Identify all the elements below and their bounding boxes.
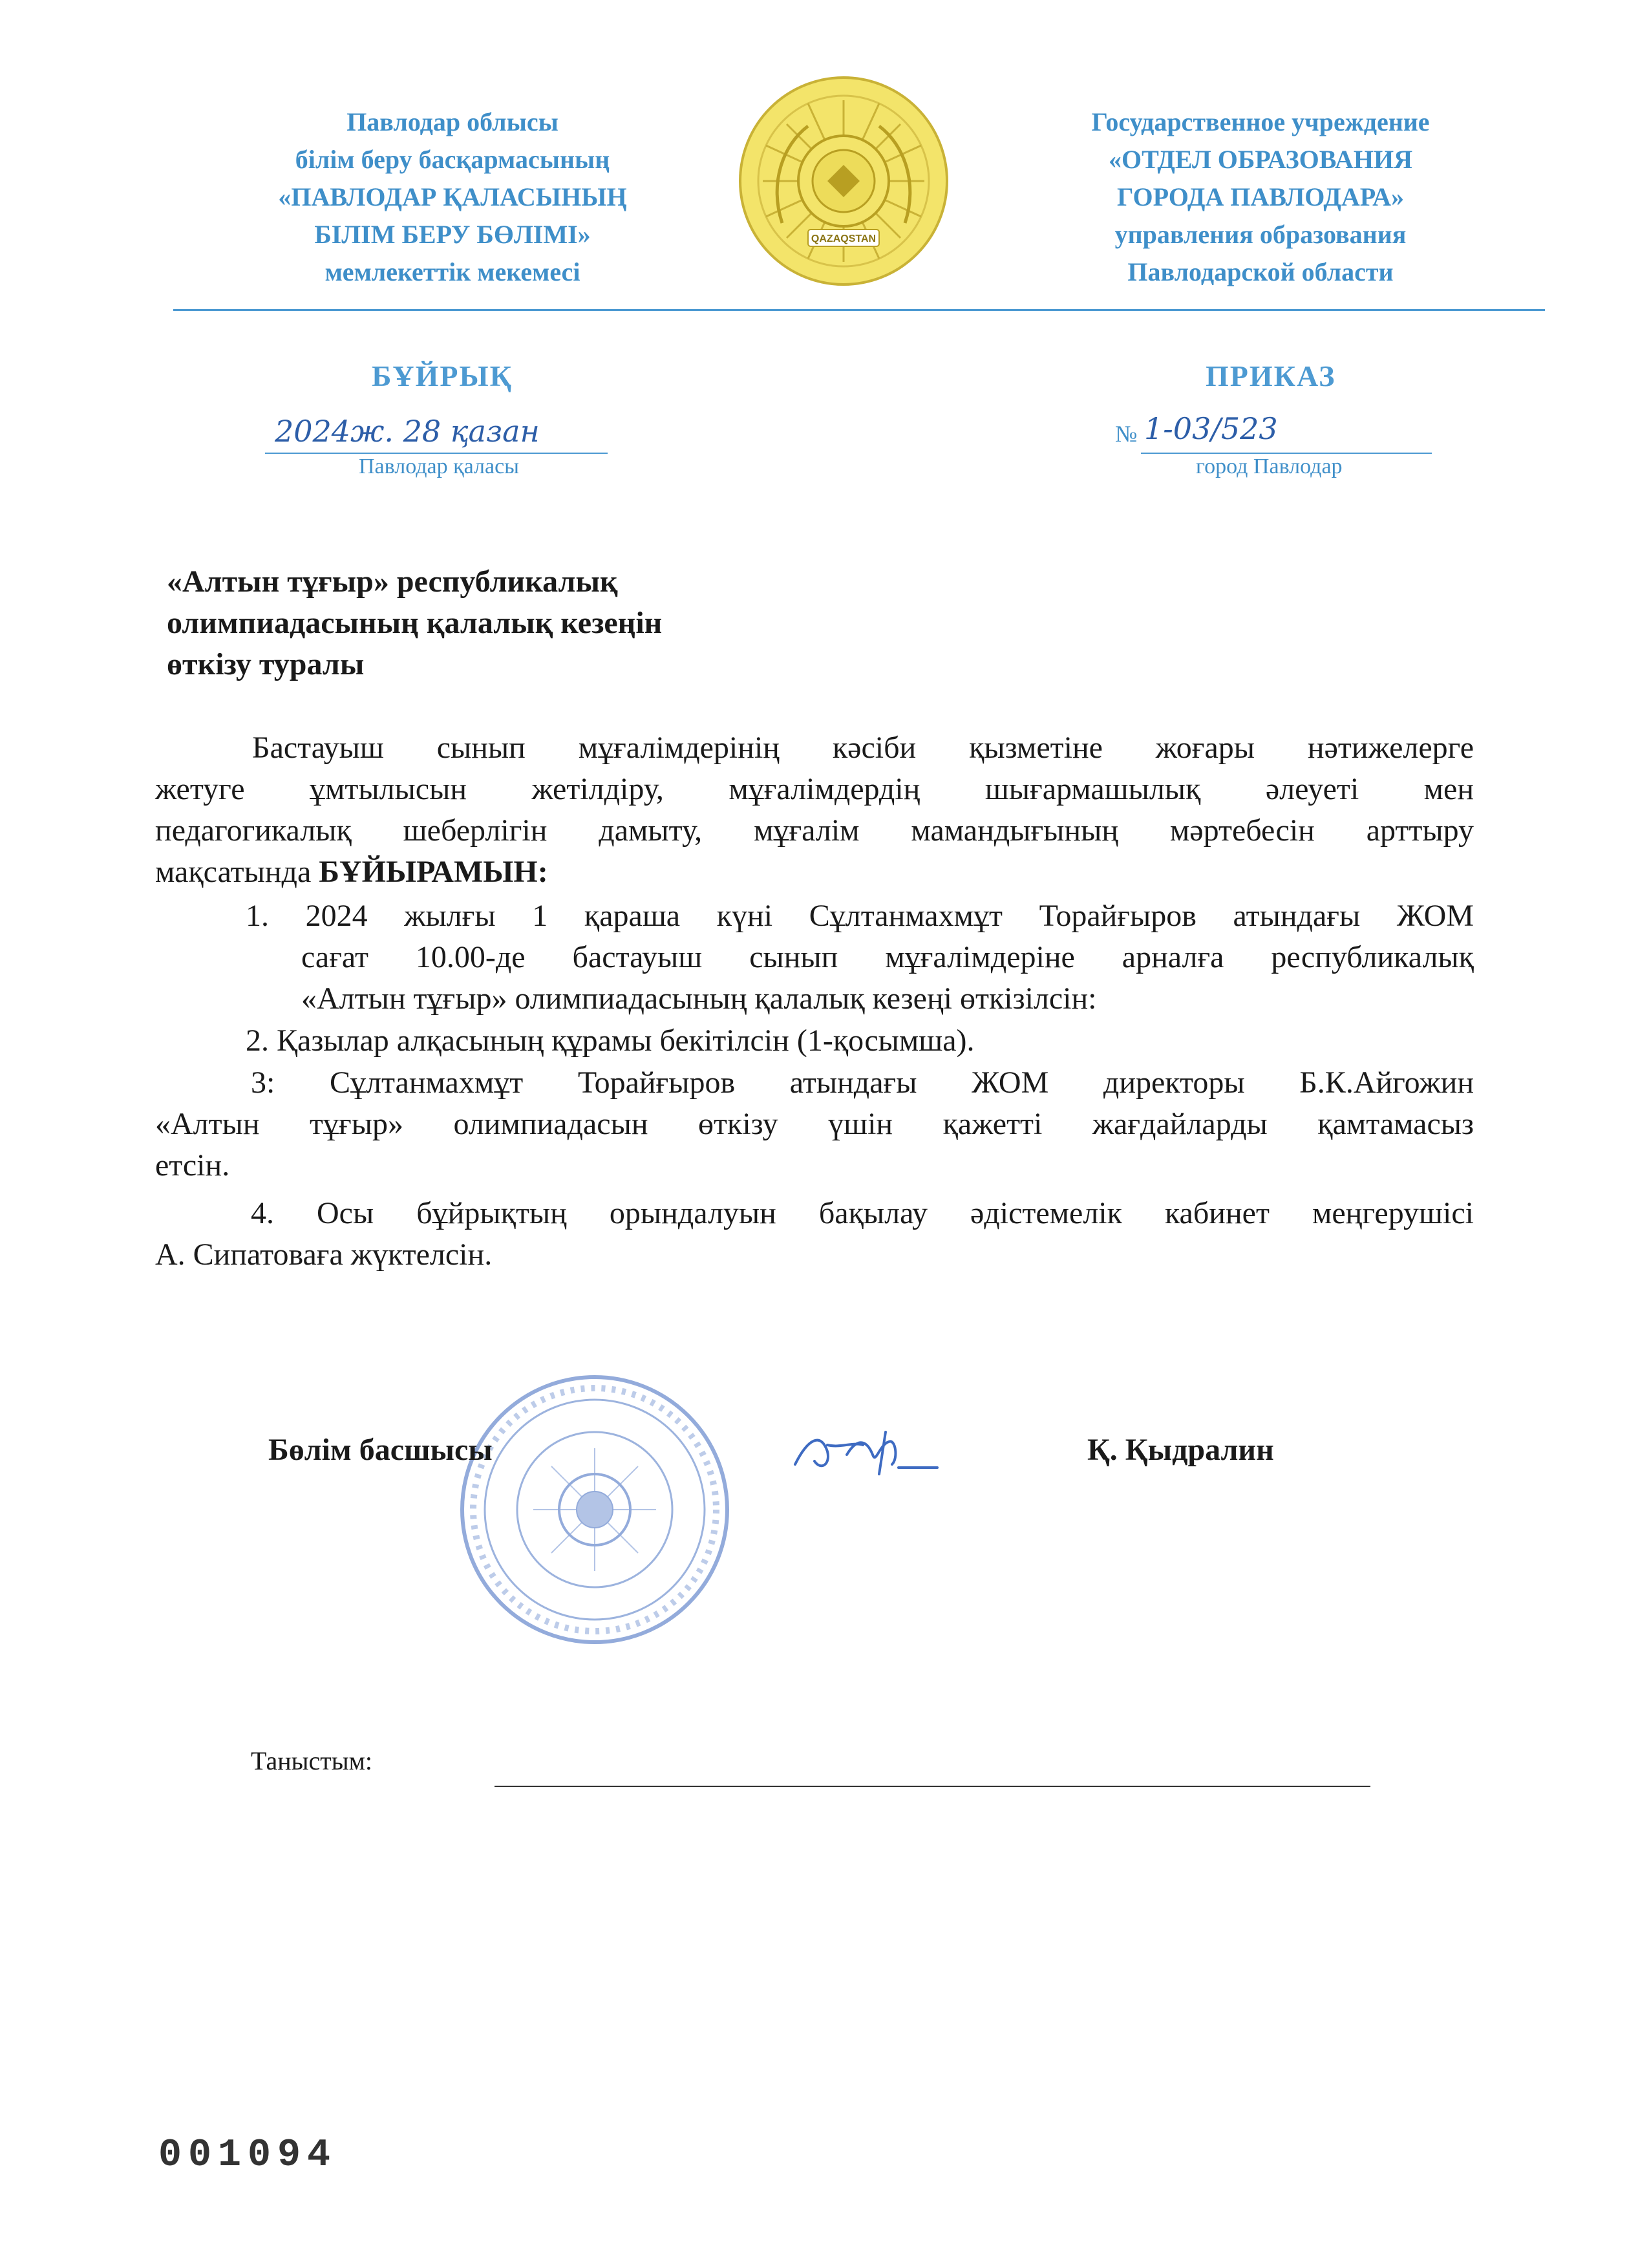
city-kz: Павлодар қаласы	[359, 455, 520, 478]
official-seal-icon	[456, 1371, 734, 1649]
order-title	[167, 561, 662, 685]
intro-line: жетуге ұмтылысын жетілдіру, мұғалімдердің шығармашылық әлеуеті мен	[155, 772, 1474, 806]
item-4-line: 4. Осы бұйрықтың орындалуын бақылау әдістемелік кабинет меңгерушісі	[251, 1196, 1474, 1230]
doc-type-kz: БҰЙРЫҚ	[372, 359, 513, 392]
header-right-line: Государственное учреждение	[1091, 107, 1430, 136]
header-left-line: БІЛІМ БЕРУ БӨЛІМІ»	[314, 220, 591, 249]
item-3-line: «Алтын тұғыр» олимпиадасын өткізу үшін қажетті жағдайларды қамтамасыз	[155, 1107, 1474, 1141]
header-left-line: мемлекеттік мекемесі	[324, 257, 580, 286]
emblem-text: QAZAQSTAN	[811, 233, 877, 244]
header-right-line: управления образования	[1114, 220, 1407, 249]
handwritten-signature-icon	[782, 1419, 944, 1484]
header-left-kz	[194, 103, 711, 291]
item-2	[246, 1020, 1474, 1062]
title-line: өткізу туралы	[167, 647, 365, 681]
item-1-line: «Алтын тұғыр» олимпиадасының қалалық кезеңі өткізілсін:	[301, 981, 1097, 1016]
acquainted-signature-line	[495, 1786, 1370, 1787]
header-left-line: білім беру басқармасының	[295, 145, 610, 174]
item-1-line: 1. 2024 жылғы 1 қараша күні Сұлтанмахмұт Торайғыров атындағы ЖОМ	[246, 899, 1474, 933]
city-ru: город Павлодар	[1196, 455, 1343, 478]
item-4-line: А. Сипатоваға жүктелсін.	[155, 1237, 493, 1272]
handwritten-date: 2024ж. 28 қазан	[275, 414, 540, 449]
item-4	[155, 1193, 1474, 1276]
title-line: «Алтын тұғыр» республикалық	[167, 564, 618, 599]
date-underline	[265, 453, 608, 454]
header-left-line: Павлодар облысы	[346, 107, 559, 136]
handwritten-order-number: 1-03/523	[1144, 411, 1278, 446]
item-2-line: 2. Қазылар алқасының құрамы бекітілсін (1-қосымша).	[246, 1023, 975, 1058]
item-3	[155, 1062, 1474, 1186]
command-word: БҰЙЫРАМЫН:	[319, 855, 548, 889]
intro-last-line	[155, 851, 1474, 893]
header-divider	[173, 309, 1545, 311]
item-1	[246, 895, 1474, 1020]
intro-line: Бастауыш сынып мұғалімдерінің кәсіби қызметіне жоғары нәтижелерге	[252, 731, 1474, 765]
acquainted-label: Таныстым:	[251, 1746, 373, 1775]
number-sign: №	[1115, 421, 1138, 447]
state-emblem-icon	[737, 74, 950, 288]
header-right-ru	[1002, 103, 1519, 291]
item-3-line: 3: Сұлтанмахмұт Торайғыров атындағы ЖОМ директоры Б.К.Айгожин	[251, 1065, 1474, 1100]
item-1-line: сағат 10.00-де бастауыш сынып мұғалімдеріне арналға республикалық	[301, 940, 1474, 974]
intro-line: педагогикалық шеберлігін дамыту, мұғалім мамандығының мәртебесін арттыру	[155, 813, 1474, 848]
serial-number: 001094	[158, 2134, 337, 2177]
title-line: олимпиадасының қалалық кезеңін	[167, 606, 663, 640]
intro-prefix: мақсатында	[155, 855, 319, 889]
intro-paragraph	[155, 727, 1474, 893]
header-right-line: «ОТДЕЛ ОБРАЗОВАНИЯ	[1109, 145, 1412, 174]
number-underline	[1141, 453, 1432, 454]
doc-type-ru: ПРИКАЗ	[1206, 359, 1336, 392]
header-left-line: «ПАВЛОДАР ҚАЛАСЫНЫҢ	[278, 182, 627, 211]
header-right-line: Павлодарской области	[1127, 257, 1394, 286]
header-right-line: ГОРОДА ПАВЛОДАРА»	[1117, 182, 1404, 211]
signatory-name: Қ. Қыдралин	[1087, 1433, 1274, 1467]
item-3-line: етсін.	[155, 1148, 230, 1182]
signatory-position: Бөлім басшысы	[268, 1433, 493, 1467]
